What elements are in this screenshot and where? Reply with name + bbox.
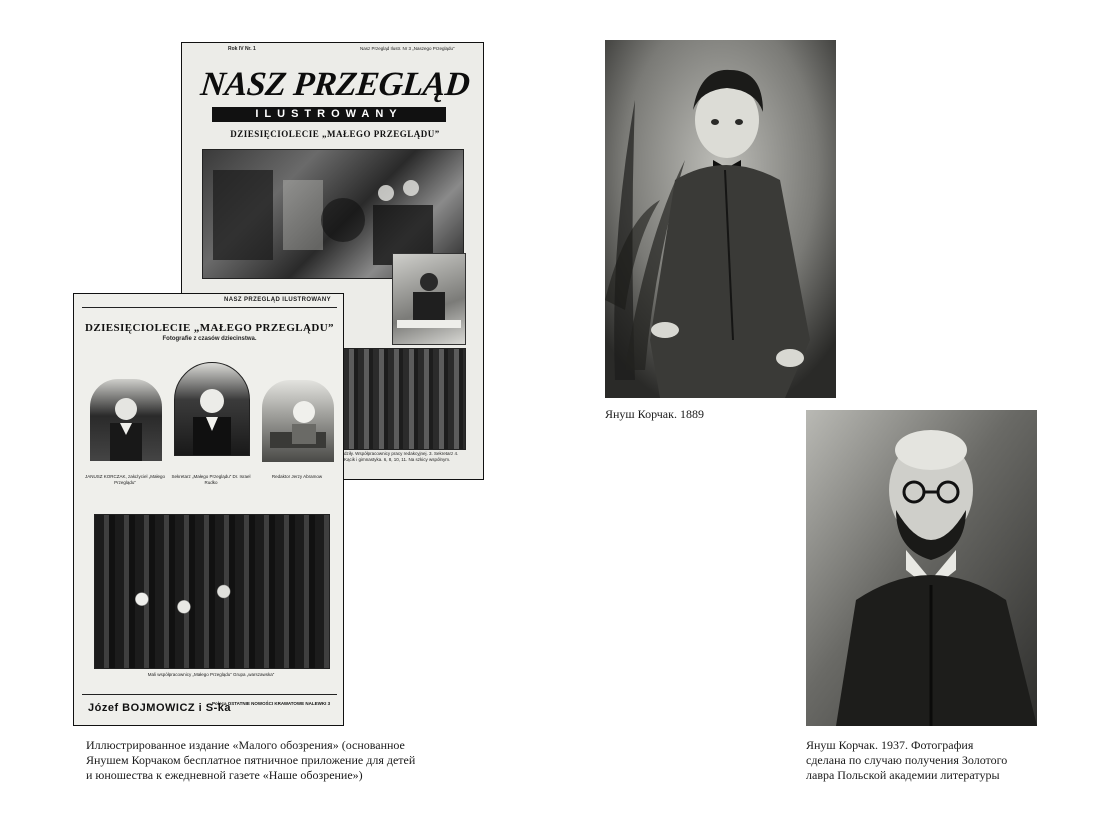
ad-details: Poleca OSTATNIE NOWOŚCI KRAWATOWE NALEWKI 3 [212,701,331,706]
supplement-title: DZIESIĘCIOLECIE „MAŁEGO PRZEGLĄDU” [85,322,334,334]
portrait-korczak-child [90,379,162,461]
divider [82,307,337,308]
man-portrait-illustration [806,410,1037,726]
photo-korczak-1937 [806,410,1037,726]
portrait-caption-2: Sekretarz „Małego Przeglądu” Dr. Israel Rudko [171,474,251,485]
caption-korczak-1937 [806,738,1056,783]
supplement-page [73,293,344,726]
portrait-secretary [174,362,250,456]
caption-line: Янушем Корчаком бесплатное пятничное приложение для детей [86,753,416,767]
caption-line: сделана по случаю получения Золотого [806,753,1008,767]
secretary-portrait-illustration [175,363,249,455]
ad-company-name: Józef BOJMOWICZ i S-ka [88,702,232,714]
group-photo-caption: Mali współpracownicy „Małego Przeglądu” Grupa „warszawska” [147,672,275,677]
caption-korczak-1889: Януш Корчак. 1889 [605,407,704,421]
caption-line: и юношества к ежедневной газете «Наше обозрение») [86,768,363,782]
cover-photo-caption: dziły. Współpracownicy pracy redakcyjnej. 3. Sekretarz 4. Kącik i gimnastyka. 6, 8, 10, 11. Na szkicy wspólnym. [344,451,459,462]
supplement-subtitle: Fotografie z czasów dziecinstwa. [162,336,257,342]
cover-masthead: NASZ PRZEGLĄD [198,66,472,103]
crowd-photo [342,348,466,450]
caption-line: Януш Корчак. 1937. Фотография [806,738,974,752]
advertisement [82,697,337,721]
desk-worker-illustration [393,254,465,344]
supplement-running-head: NASZ PRZEGLĄD ILUSTROWANY [224,297,331,303]
cover-masthead-bar: ILUSTROWANY [212,107,446,122]
boy-portrait-illustration [605,40,836,398]
desk-worker-photo [392,253,466,345]
cover-meta: Nasz Przegląd Ilustr. Nr 3 „Naszego Przeglądu” [360,46,455,51]
portrait-caption-3: Redaktor Jerzy Abramow [271,474,323,479]
child-portrait-illustration [90,379,162,461]
divider [82,694,337,695]
portrait-caption-1: JANUSZ KORCZAK, założyciel „Małego Przeglądu” [84,474,166,485]
cover-subtitle: DZIESIĘCIOLECIE „MAŁEGO PRZEGLĄDU” [230,129,440,139]
cover-issue: Rok IV Nr. 1 [228,46,256,52]
portrait-editor [262,380,334,462]
group-photo [94,514,330,669]
caption-line: Иллюстрированное издание «Малого обозрения» (основанное [86,738,405,752]
caption-magazine [86,738,476,783]
photo-korczak-1889 [605,40,836,398]
caption-line: лавра Польской академии литературы [806,768,1000,782]
editor-portrait-illustration [262,380,334,462]
